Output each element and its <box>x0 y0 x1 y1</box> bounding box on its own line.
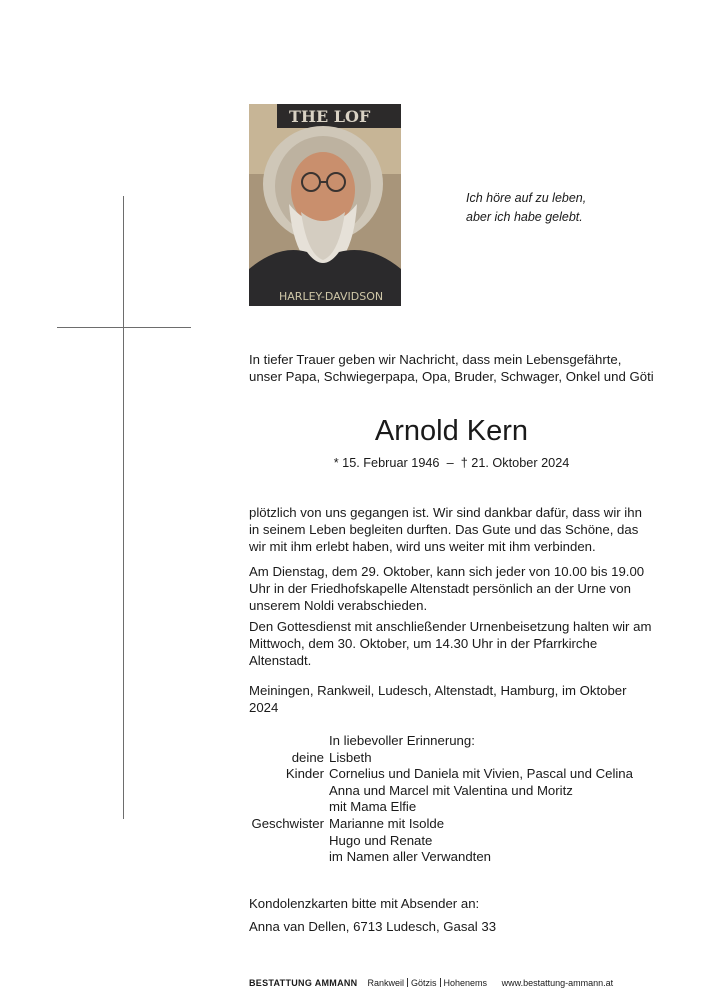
mourner-label <box>249 849 329 866</box>
footer-divider <box>407 978 408 987</box>
mourner-name: Anna und Marcel mit Valentina und Moritz <box>329 782 573 798</box>
mourner-label: deine <box>291 749 324 765</box>
mourners-list <box>249 733 669 866</box>
mourner-label: Kinder <box>285 766 324 782</box>
footer-location-2: Götzis <box>411 978 437 988</box>
place-and-date: Meiningen, Rankweil, Ludesch, Altenstadt, Hamburg, im Oktober 2024 <box>249 683 627 715</box>
mourner-row <box>249 833 669 850</box>
mourner-label <box>249 783 329 800</box>
mourner-row <box>249 816 669 833</box>
mourner-name: Lisbeth <box>329 749 372 765</box>
condolence-instruction: Kondolenzkarten bitte mit Absender an: <box>249 896 480 911</box>
mourner-row <box>249 849 669 866</box>
footer-brand-1: BESTATTUNG <box>249 978 313 988</box>
date-separator: – <box>446 456 454 470</box>
footer-brand-2: AMMANN <box>314 978 358 988</box>
mourner-row <box>249 750 669 767</box>
cross-horizontal-bar <box>57 327 191 328</box>
paragraph-farewell: Am Dienstag, dem 29. Oktober, kann sich jeder von 10.00 bis 19.00 Uhr in der Friedhofskapelle Altenstadt persönlich an der Urne von unserem Noldi verabschieden. <box>249 564 645 613</box>
deceased-name: Arnold Kern <box>374 415 529 447</box>
mourners-heading: In liebevoller Erinnerung: <box>329 733 475 748</box>
mourner-label: Geschwister <box>251 815 324 831</box>
death-date: † 21. Oktober 2024 <box>460 456 570 470</box>
shirt-print: HARLEY-DAVIDSON <box>279 290 384 303</box>
quote <box>466 189 586 227</box>
life-dates <box>249 455 654 471</box>
intro-text: In tiefer Trauer geben wir Nachricht, dass mein Lebensgefährte, unser Papa, Schwiegerpapa, Opa, Bruder, Schwager, Onkel und Göti <box>249 352 654 384</box>
cross-vertical-bar <box>123 196 124 819</box>
mourners-heading-row <box>249 733 669 750</box>
mourner-label <box>249 799 329 816</box>
paragraph-service: Den Gottesdienst mit anschließender Urnenbeisetzung halten wir am Mittwoch, dem 30. Oktober, um 14.30 Uhr in der Pfarrkirche Altenstadt. <box>249 619 652 668</box>
svg-text:THE LOF: THE LOF <box>289 107 371 126</box>
condolence-address: Anna van Dellen, 6713 Ludesch, Gasal 33 <box>249 919 497 934</box>
mourner-name: Cornelius und Daniela mit Vivien, Pascal und Celina <box>329 766 633 782</box>
mourner-name: mit Mama Elfie <box>329 799 417 815</box>
mourner-row <box>249 783 669 800</box>
mourner-name: Hugo und Renate <box>329 832 433 848</box>
mourner-row <box>249 766 669 783</box>
mourner-row <box>249 799 669 816</box>
footer-location-1: Rankweil <box>367 978 405 988</box>
footer-website: www.bestattung-ammann.at <box>501 978 614 988</box>
footer-divider <box>440 978 441 987</box>
birth-date: * 15. Februar 1946 <box>333 456 440 470</box>
portrait-photo <box>249 104 401 306</box>
footer-location-3: Hohenems <box>443 978 488 988</box>
footer <box>249 977 613 989</box>
quote-line-1: Ich höre auf zu leben, <box>466 191 587 205</box>
mourner-name: im Namen aller Verwandten <box>329 849 491 865</box>
mourner-name: Marianne mit Isolde <box>329 815 445 831</box>
paragraph-passing: plötzlich von uns gegangen ist. Wir sind dankbar dafür, dass wir ihn in seinem Leben begleiten durften. Das Gute und das Schöne, das wir mit ihm erlebt haben, wird uns weiter mit ihm verbinden. <box>249 505 642 554</box>
mourner-label <box>249 833 329 850</box>
quote-line-2: aber ich habe gelebt. <box>466 210 583 224</box>
condolence-block <box>249 895 654 935</box>
